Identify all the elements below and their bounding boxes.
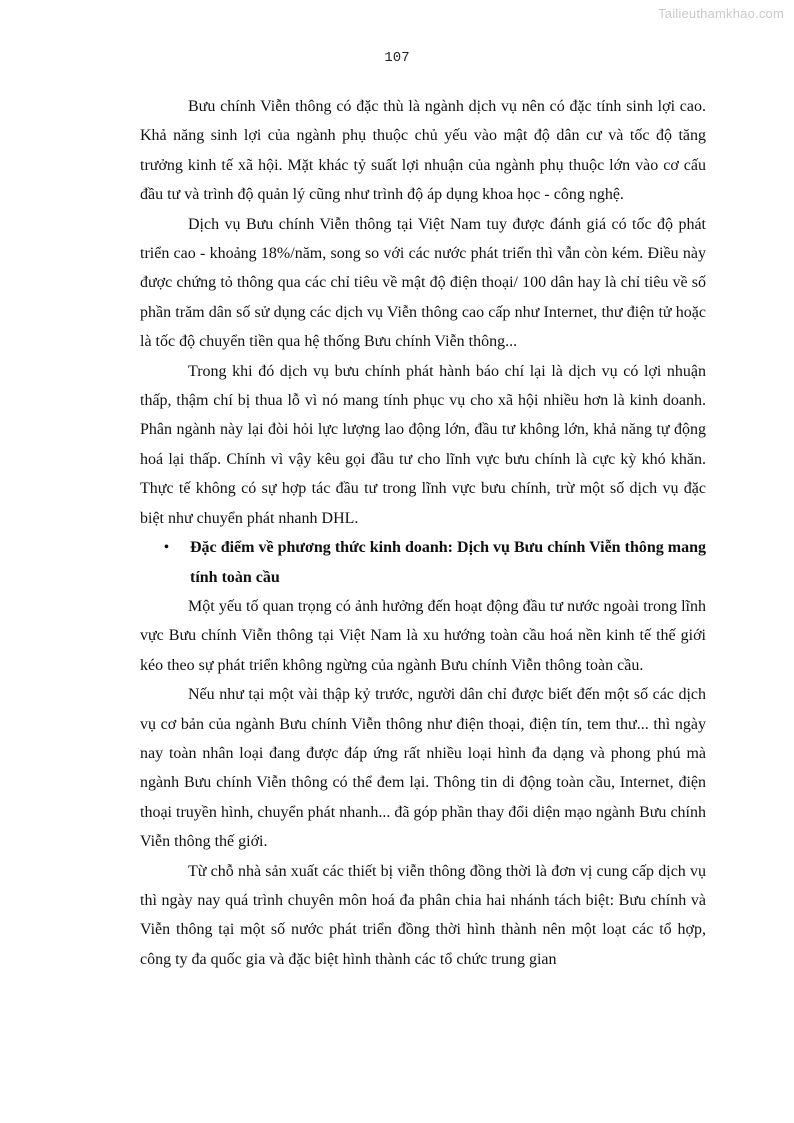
paragraph: Nếu như tại một vài thập kỷ trước, người dân chỉ được biết đến một số các dịch vụ cơ bản của ngành Bưu chính Viễn thông như điện thoại, điện tín, tem thư... thì ngày nay toàn nhân loại đang được đáp ứng rất nhiều loại hình đa dạng và phong phú mà ngành Bưu chính Viễn thông có thể đem lại. Thông tin di động toàn cầu, Internet, điện thoại truyền hình, chuyển phát nhanh... đã góp phần thay đổi diện mạo ngành Bưu chính Viễn thông thế giới. [140, 686, 706, 851]
watermark: Tailieuthamkhao.com [658, 6, 784, 21]
page-number: 107 [384, 50, 410, 66]
paragraph: Một yếu tố quan trọng có ảnh hưởng đến hoạt động đầu tư nước ngoài trong lĩnh vực Bưu chính Viễn thông tại Việt Nam là xu hướng toàn cầu hoá nền kinh tế thế giới kéo theo sự phát triển không ngừng của ngành Bưu chính Viễn thông toàn cầu. [140, 597, 706, 674]
document-body [140, 92, 706, 974]
paragraph: Từ chỗ nhà sản xuất các thiết bị viễn thông đồng thời là đơn vị cung cấp dịch vụ thì ngày nay quá trình chuyên môn hoá đa phân chia hai nhánh tách biệt: Bưu chính và Viễn thông tại một số nước phát triển đồng thời hình thành nên một loạt các tổ hợp, công ty đa quốc gia và đặc biệt hình thành các tổ chức trung gian [140, 862, 706, 968]
paragraph: Dịch vụ Bưu chính Viễn thông tại Việt Nam tuy được đánh giá có tốc độ phát triển cao - khoảng 18%/năm, song so với các nước phát triển thì vẫn còn kém. Điều này được chứng tỏ thông qua các chỉ tiêu về mật độ điện thoại/ 100 dân hay là chỉ tiêu về số phần trăm dân số sử dụng các dịch vụ Viễn thông cao cấp như Internet, thư điện tử hoặc là tốc độ chuyển tiền qua hệ thống Bưu chính Viễn thông... [140, 215, 706, 351]
bullet-heading-text: Đặc điểm về phương thức kinh doanh: Dịch vụ Bưu chính Viễn thông mang tính toàn cầu [190, 539, 706, 586]
paragraph: Bưu chính Viễn thông có đặc thù là ngành dịch vụ nên có đặc tính sinh lợi cao. Khả năng sinh lợi của ngành phụ thuộc chủ yếu vào mật độ dân cư và tốc độ tăng trưởng kinh tế xã hội. Mặt khác tỷ suất lợi nhuận của ngành phụ thuộc lớn vào cơ cấu đầu tư và trình độ quản lý cũng như trình độ áp dụng khoa học - công nghệ. [140, 98, 706, 204]
paragraph: Trong khi đó dịch vụ bưu chính phát hành báo chí lại là dịch vụ có lợi nhuận thấp, thậm chí bị thua lỗ vì nó mang tính phục vụ cho xã hội nhiều hơn là kinh doanh. Phân ngành này lại đòi hỏi lực lượng lao động lớn, đầu tư không lớn, khả năng tự động hoá lại thấp. Chính vì vậy kêu gọi đầu tư cho lĩnh vực bưu chính là cực kỳ khó khăn. Thực tế không có sự hợp tác đầu tư trong lĩnh vực bưu chính, trừ một số dịch vụ đặc biệt như chuyển phát nhanh DHL. [140, 362, 706, 527]
bullet-heading [140, 533, 706, 592]
bullet-icon: • [164, 540, 169, 556]
